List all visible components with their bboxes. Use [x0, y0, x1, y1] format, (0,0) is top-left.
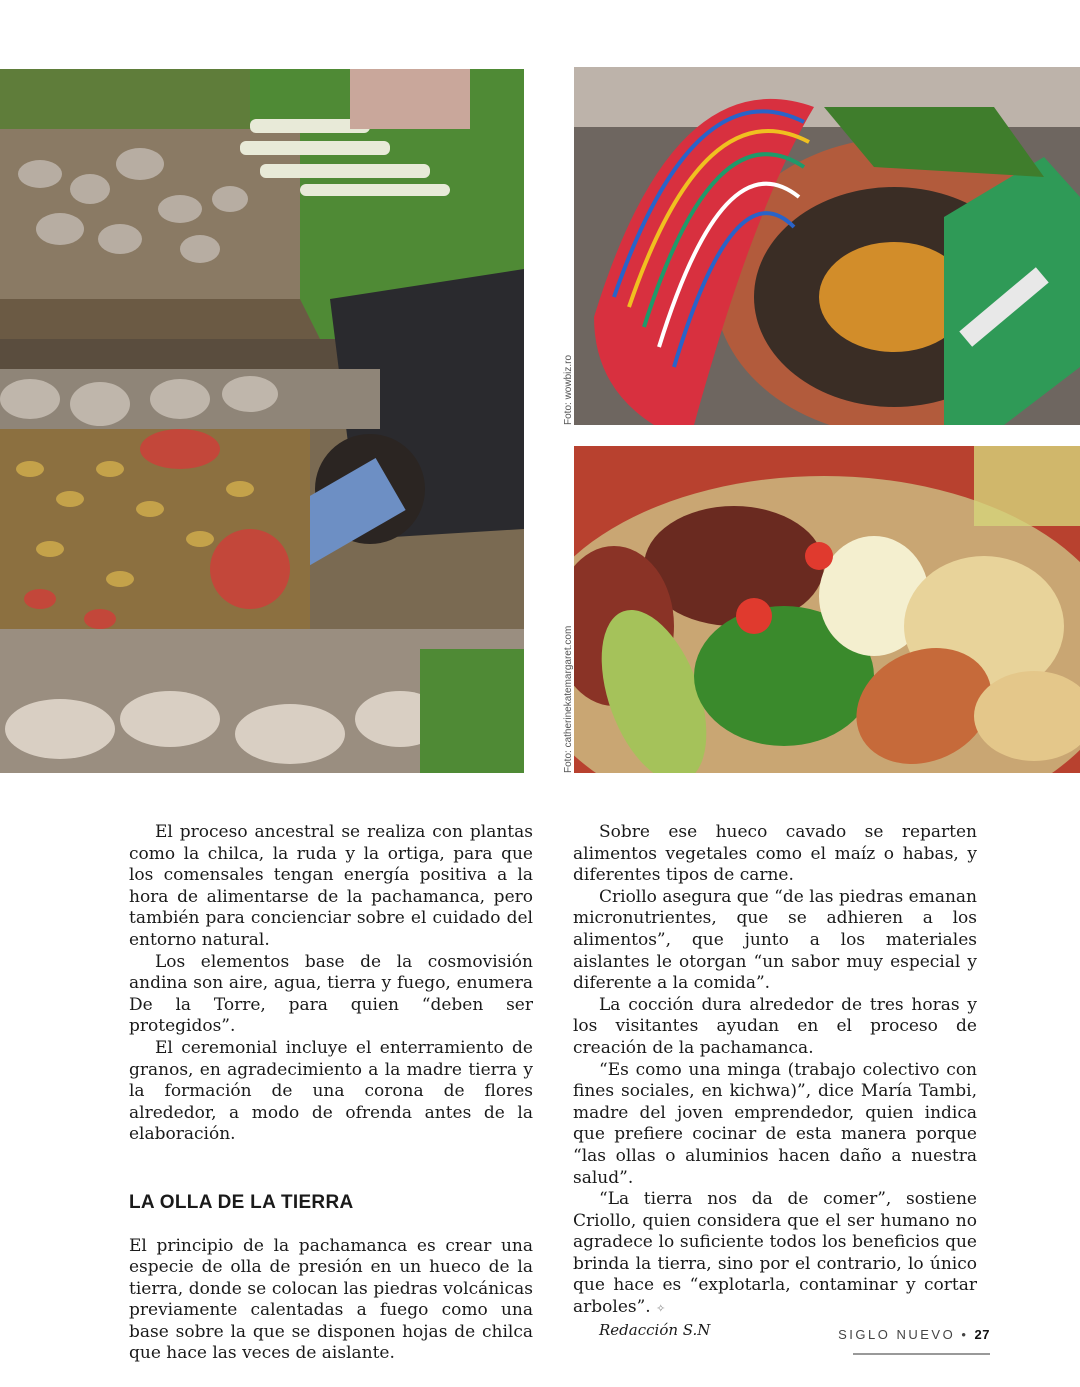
pachamanca-pit-photo	[0, 69, 524, 773]
paragraph: Criollo asegura que “de las piedras emanan micronutrientes, que se adhieren a los alimentos”, que junto a los materiales aislantes le otorgan “un sabor muy especial y diferente a la comida”.	[573, 886, 977, 994]
footer-separator: •	[961, 1327, 969, 1342]
paragraph: El ceremonial incluye el enterramiento de granos, en agradecimiento a la madre tierra y la formación de una corona de flores alrededor, a modo de ofrenda antes de la elaboración.	[129, 1037, 533, 1145]
paragraph: El principio de la pachamanca es crear una especie de olla de presión en un hueco de la tierra, donde se colocan las piedras volcánicas previamente calentadas a fuego como una base sobre la que se disponen hojas de chilca que hace las veces de aislante.	[129, 1235, 533, 1364]
photo-credit-oven: Foto: wowbiz.ro	[563, 354, 574, 425]
article-left-column	[129, 822, 533, 1365]
paragraph: Los elementos base de la cosmovisión andina son aire, agua, tierra y fuego, enumera De la Torre, para quien “deben ser protegidos”.	[129, 951, 533, 1037]
page-footer	[838, 1327, 990, 1342]
paragraph-text: “La tierra nos da de comer”, sostiene Criollo, quien considera que el ser humano no agradece lo suficiente todos los beneficios que brinda la tierra, sino por el contrario, lo único que hace es “explotarla, contaminar y cortar arboles”.	[573, 1189, 977, 1318]
photo-credit-plate: Foto: catherinekatemargaret.com	[563, 625, 574, 773]
paragraph: “Es como una minga (trabajo colectivo con fines sociales, en kichwa)”, dice María Tambi, madre del joven emprendedor, quien indica que prefiere cocinar de esta manera porque “las ollas o aluminios hacen daño a nuestra salud”.	[573, 1059, 977, 1188]
page-number: 27	[974, 1327, 990, 1342]
author-signature: Redacción S.N	[599, 1320, 711, 1339]
article-right-column	[573, 822, 977, 1341]
paragraph-final	[573, 1189, 977, 1320]
earth-oven-photo	[574, 67, 1080, 425]
footer-rule	[853, 1353, 990, 1355]
end-mark-icon: ✧	[656, 1302, 666, 1316]
food-plate-photo	[574, 446, 1080, 773]
section-heading: LA OLLA DE LA TIERRA	[129, 1191, 354, 1213]
magazine-name: SIGLO NUEVO	[838, 1327, 956, 1342]
paragraph: La cocción dura alrededor de tres horas y los visitantes ayudan en el proceso de creación de la pachamanca.	[573, 994, 977, 1058]
paragraph: Sobre ese hueco cavado se reparten alimentos vegetales como el maíz o habas, y diferentes tipos de carne.	[573, 822, 977, 886]
paragraph: El proceso ancestral se realiza con plantas como la chilca, la ruda y la ortiga, para que los comensales tengan energía positiva a la hora de alimentarse de la pachamanca, pero también para concienciar sobre el cuidado del entorno natural.	[129, 822, 533, 950]
